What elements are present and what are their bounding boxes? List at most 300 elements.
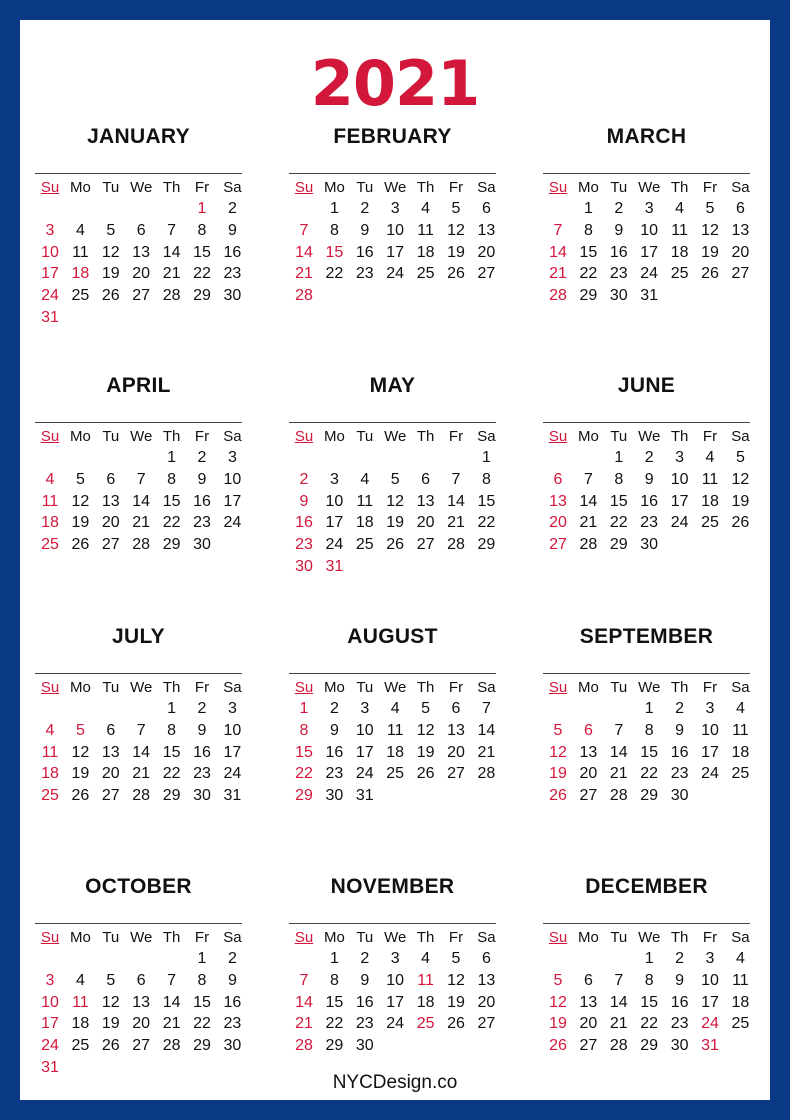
weekday-header: Tu xyxy=(102,929,120,946)
day-cell: 8 xyxy=(644,971,654,989)
day-cell: 28 xyxy=(295,1037,313,1055)
day-cell: 10 xyxy=(386,971,405,989)
day-cell: 26 xyxy=(71,787,90,805)
weekday-header: We xyxy=(130,179,153,196)
day-cell: 30 xyxy=(640,536,659,554)
day-cell: 27 xyxy=(416,536,435,554)
day-cell: 16 xyxy=(295,514,313,532)
day-cell: 11 xyxy=(41,492,59,510)
day-cell: 12 xyxy=(549,993,567,1011)
day-cell: 31 xyxy=(701,1037,719,1055)
day-cell: 2 xyxy=(329,700,339,717)
weekday-header: Mo xyxy=(69,428,91,445)
month-name: JUNE xyxy=(617,374,676,397)
day-cell: 1 xyxy=(167,700,177,717)
day-cell: 8 xyxy=(167,721,177,739)
day-cell: 6 xyxy=(481,200,491,217)
day-cell: 24 xyxy=(670,514,689,532)
weekday-header: We xyxy=(384,428,407,445)
day-cell: 13 xyxy=(477,971,496,989)
day-cell: 5 xyxy=(75,721,85,739)
month-divider xyxy=(289,923,496,924)
weekday-header: Su xyxy=(548,428,568,445)
day-cell: 13 xyxy=(101,492,120,510)
day-cell: 5 xyxy=(705,200,715,217)
month-divider xyxy=(35,422,242,423)
day-cell: 30 xyxy=(325,787,344,805)
day-cell: 27 xyxy=(477,265,496,283)
day-cell: 11 xyxy=(386,721,404,739)
weekday-header: Sa xyxy=(731,179,750,196)
day-cell: 2 xyxy=(197,449,207,466)
day-cell: 30 xyxy=(223,287,242,305)
day-cell: 2 xyxy=(299,470,309,488)
day-cell: 2 xyxy=(227,200,237,217)
day-cell: 12 xyxy=(447,971,465,989)
day-cell: 30 xyxy=(193,536,211,554)
weekday-header: Tu xyxy=(356,929,374,946)
day-cell: 4 xyxy=(735,950,745,967)
day-cell: 27 xyxy=(579,1037,598,1055)
day-cell: 24 xyxy=(41,1037,59,1055)
day-cell: 29 xyxy=(609,536,628,554)
day-cell: 22 xyxy=(162,765,181,783)
day-cell: 7 xyxy=(167,221,177,239)
day-cell: 17 xyxy=(640,243,659,261)
day-cell: 9 xyxy=(675,971,685,989)
day-cell: 27 xyxy=(549,536,567,554)
day-cell: 22 xyxy=(162,514,181,532)
day-cell: 7 xyxy=(299,971,309,989)
weekday-header: Sa xyxy=(223,428,242,445)
day-cell: 23 xyxy=(223,265,242,283)
day-cell: 6 xyxy=(583,971,593,989)
day-cell: 11 xyxy=(701,470,719,488)
day-cell: 4 xyxy=(360,470,370,488)
day-cell: 20 xyxy=(447,743,465,761)
day-cell: 31 xyxy=(355,787,374,805)
day-cell: 13 xyxy=(132,243,151,261)
day-cell: 1 xyxy=(197,200,207,217)
day-cell: 31 xyxy=(223,787,242,805)
weekday-header: Th xyxy=(670,428,689,445)
weekday-header: Su xyxy=(40,179,60,196)
day-cell: 21 xyxy=(477,743,496,761)
day-cell: 12 xyxy=(101,993,120,1011)
weekday-header: Sa xyxy=(731,679,750,696)
weekday-header: Th xyxy=(670,679,689,696)
day-cell: 24 xyxy=(325,536,344,554)
weekday-header: Su xyxy=(548,929,568,946)
day-cell: 16 xyxy=(193,743,211,761)
weekday-header: Mo xyxy=(323,179,345,196)
weekday-header: Sa xyxy=(223,179,242,196)
day-cell: 8 xyxy=(197,971,207,989)
day-cell: 15 xyxy=(162,492,181,510)
day-cell: 14 xyxy=(162,243,181,261)
day-cell: 9 xyxy=(227,221,237,239)
day-cell: 18 xyxy=(355,514,374,532)
day-cell: 27 xyxy=(447,765,465,783)
month-april xyxy=(35,374,242,589)
day-cell: 13 xyxy=(477,221,496,239)
day-cell: 8 xyxy=(299,721,309,739)
weekday-header: Mo xyxy=(323,428,345,445)
day-cell: 3 xyxy=(227,700,237,717)
day-cell: 21 xyxy=(609,765,628,783)
day-cell: 28 xyxy=(609,787,628,805)
day-cell: 15 xyxy=(477,492,496,510)
day-cell: 21 xyxy=(447,514,465,532)
month-divider xyxy=(543,422,750,423)
weekday-header: Mo xyxy=(69,679,91,696)
day-cell: 14 xyxy=(609,743,628,761)
month-february xyxy=(289,125,496,340)
day-cell: 2 xyxy=(644,449,654,466)
weekday-header: Sa xyxy=(477,428,496,445)
day-cell: 30 xyxy=(355,1037,374,1055)
day-cell: 9 xyxy=(644,470,654,488)
weekday-header: Tu xyxy=(356,679,374,696)
day-cell: 29 xyxy=(640,787,659,805)
day-cell: 1 xyxy=(329,200,339,217)
day-cell: 9 xyxy=(329,721,339,739)
day-cell: 20 xyxy=(416,514,435,532)
day-cell: 24 xyxy=(41,287,59,305)
year-title: 2021 xyxy=(310,47,480,120)
day-cell: 9 xyxy=(675,721,685,739)
day-cell: 30 xyxy=(223,1037,242,1055)
day-cell: 22 xyxy=(325,1015,344,1033)
day-cell: 14 xyxy=(132,492,151,510)
day-cell: 28 xyxy=(132,787,151,805)
day-cell: 8 xyxy=(583,221,593,239)
day-cell: 23 xyxy=(670,1015,689,1033)
day-cell: 17 xyxy=(701,993,719,1011)
month-name: NOVEMBER xyxy=(330,875,455,898)
day-cell: 10 xyxy=(325,492,344,510)
day-cell: 23 xyxy=(609,265,628,283)
day-cell: 29 xyxy=(193,287,211,305)
day-cell: 21 xyxy=(579,514,598,532)
day-cell: 22 xyxy=(295,765,313,783)
day-cell: 9 xyxy=(227,971,237,989)
weekday-header: Fr xyxy=(448,428,464,445)
month-name: APRIL xyxy=(106,374,171,397)
day-cell: 1 xyxy=(197,950,207,967)
day-cell: 2 xyxy=(227,950,237,967)
day-cell: 9 xyxy=(197,721,207,739)
day-cell: 17 xyxy=(223,492,242,510)
day-cell: 29 xyxy=(193,1037,211,1055)
day-cell: 15 xyxy=(193,243,211,261)
day-cell: 1 xyxy=(481,449,491,466)
weekday-header: Su xyxy=(294,428,314,445)
weekday-header: Fr xyxy=(448,679,464,696)
day-cell: 5 xyxy=(421,700,431,717)
day-cell: 6 xyxy=(106,721,116,739)
weekday-header: Th xyxy=(162,179,181,196)
day-cell: 26 xyxy=(549,787,567,805)
day-cell: 17 xyxy=(41,1015,59,1033)
day-cell: 24 xyxy=(223,765,242,783)
weekday-header: Fr xyxy=(702,428,718,445)
day-cell: 7 xyxy=(614,971,624,989)
day-cell: 27 xyxy=(731,265,750,283)
day-cell: 29 xyxy=(325,1037,344,1055)
day-cell: 17 xyxy=(325,514,344,532)
day-cell: 6 xyxy=(136,971,146,989)
day-cell: 15 xyxy=(193,993,211,1011)
day-cell: 6 xyxy=(421,470,431,488)
day-cell: 7 xyxy=(481,700,491,717)
day-cell: 16 xyxy=(640,492,659,510)
day-cell: 1 xyxy=(644,950,654,967)
day-cell: 18 xyxy=(71,265,90,283)
day-cell: 16 xyxy=(355,243,374,261)
day-cell: 13 xyxy=(579,743,598,761)
weekday-header: We xyxy=(130,428,153,445)
day-cell: 17 xyxy=(701,743,719,761)
day-cell: 26 xyxy=(386,536,405,554)
day-cell: 22 xyxy=(193,1015,211,1033)
weekday-header: Su xyxy=(40,679,60,696)
day-cell: 10 xyxy=(223,470,242,488)
day-cell: 26 xyxy=(447,265,465,283)
day-cell: 2 xyxy=(675,700,685,717)
weekday-header: Fr xyxy=(702,679,718,696)
day-cell: 27 xyxy=(132,1037,151,1055)
day-cell: 18 xyxy=(41,514,59,532)
day-cell: 20 xyxy=(549,514,567,532)
day-cell: 24 xyxy=(386,1015,405,1033)
day-cell: 20 xyxy=(477,243,496,261)
day-cell: 27 xyxy=(101,536,120,554)
day-cell: 26 xyxy=(416,765,435,783)
day-cell: 1 xyxy=(644,700,654,717)
day-cell: 5 xyxy=(106,971,116,989)
day-cell: 1 xyxy=(329,950,339,967)
day-cell: 19 xyxy=(71,765,90,783)
weekday-header: Tu xyxy=(610,179,628,196)
day-cell: 7 xyxy=(553,221,563,239)
day-cell: 26 xyxy=(549,1037,567,1055)
weekday-header: Th xyxy=(416,679,435,696)
day-cell: 20 xyxy=(477,993,496,1011)
day-cell: 7 xyxy=(614,721,624,739)
day-cell: 22 xyxy=(477,514,496,532)
day-cell: 17 xyxy=(386,243,405,261)
day-cell: 10 xyxy=(386,221,405,239)
day-cell: 30 xyxy=(670,1037,689,1055)
weekday-header: Sa xyxy=(477,929,496,946)
day-cell: 28 xyxy=(447,536,465,554)
day-cell: 15 xyxy=(162,743,181,761)
weekday-header: We xyxy=(130,679,153,696)
weekday-header: Sa xyxy=(477,179,496,196)
day-cell: 28 xyxy=(295,287,313,305)
day-cell: 19 xyxy=(447,993,465,1011)
day-cell: 28 xyxy=(579,536,598,554)
month-name: FEBRUARY xyxy=(333,125,452,148)
day-cell: 25 xyxy=(41,536,59,554)
day-cell: 16 xyxy=(193,492,211,510)
day-cell: 11 xyxy=(72,243,89,261)
weekday-header: Fr xyxy=(702,929,718,946)
day-cell: 17 xyxy=(223,743,242,761)
weekday-header: Mo xyxy=(577,929,599,946)
day-cell: 5 xyxy=(390,470,400,488)
month-july xyxy=(35,625,242,840)
day-cell: 3 xyxy=(45,971,55,989)
day-cell: 29 xyxy=(295,787,313,805)
day-cell: 19 xyxy=(386,514,405,532)
day-cell: 6 xyxy=(583,721,593,739)
day-cell: 13 xyxy=(447,721,465,739)
day-cell: 12 xyxy=(701,221,719,239)
day-cell: 16 xyxy=(670,993,689,1011)
day-cell: 25 xyxy=(386,765,405,783)
day-cell: 7 xyxy=(299,221,309,239)
day-cell: 16 xyxy=(609,243,628,261)
day-cell: 8 xyxy=(614,470,624,488)
day-cell: 4 xyxy=(421,200,431,217)
weekday-header: Su xyxy=(40,929,60,946)
day-cell: 19 xyxy=(447,243,465,261)
day-cell: 18 xyxy=(731,993,750,1011)
day-cell: 6 xyxy=(553,470,563,488)
day-cell: 16 xyxy=(355,993,374,1011)
day-cell: 16 xyxy=(325,743,344,761)
month-name: OCTOBER xyxy=(85,875,192,898)
day-cell: 4 xyxy=(735,700,745,717)
day-cell: 23 xyxy=(193,765,211,783)
day-cell: 5 xyxy=(451,950,461,967)
month-divider xyxy=(543,673,750,674)
day-cell: 5 xyxy=(106,221,116,239)
day-cell: 24 xyxy=(386,265,405,283)
day-cell: 29 xyxy=(477,536,496,554)
day-cell: 7 xyxy=(167,971,177,989)
day-cell: 16 xyxy=(223,993,242,1011)
day-cell: 23 xyxy=(193,514,211,532)
day-cell: 10 xyxy=(670,470,689,488)
month-december xyxy=(543,875,750,1090)
day-cell: 22 xyxy=(609,514,628,532)
day-cell: 8 xyxy=(329,971,339,989)
day-cell: 9 xyxy=(197,470,207,488)
day-cell: 19 xyxy=(549,765,567,783)
day-cell: 21 xyxy=(162,1015,181,1033)
day-cell: 23 xyxy=(640,514,659,532)
day-cell: 24 xyxy=(701,765,719,783)
weekday-header: Sa xyxy=(223,679,242,696)
day-cell: 3 xyxy=(644,200,654,217)
day-cell: 25 xyxy=(670,265,689,283)
day-cell: 20 xyxy=(579,765,598,783)
day-cell: 2 xyxy=(675,950,685,967)
day-cell: 18 xyxy=(71,1015,90,1033)
day-cell: 27 xyxy=(579,787,598,805)
day-cell: 15 xyxy=(640,993,659,1011)
month-may xyxy=(289,374,496,589)
day-cell: 15 xyxy=(295,743,313,761)
day-cell: 11 xyxy=(671,221,688,239)
day-cell: 21 xyxy=(295,1015,313,1033)
day-cell: 18 xyxy=(731,743,750,761)
day-cell: 13 xyxy=(579,993,598,1011)
weekday-header: Su xyxy=(294,179,314,196)
month-january xyxy=(35,125,242,340)
day-cell: 30 xyxy=(193,787,211,805)
day-cell: 4 xyxy=(421,950,431,967)
month-march xyxy=(543,125,750,340)
day-cell: 8 xyxy=(644,721,654,739)
weekday-header: Fr xyxy=(702,179,718,196)
day-cell: 28 xyxy=(549,287,567,305)
day-cell: 29 xyxy=(640,1037,659,1055)
day-cell: 19 xyxy=(101,1015,120,1033)
month-name: JANUARY xyxy=(87,125,190,148)
day-cell: 4 xyxy=(75,971,85,989)
day-cell: 3 xyxy=(705,950,715,967)
day-cell: 23 xyxy=(223,1015,242,1033)
day-cell: 13 xyxy=(416,492,435,510)
day-cell: 14 xyxy=(295,243,313,261)
weekday-header: Mo xyxy=(577,428,599,445)
day-cell: 15 xyxy=(579,243,598,261)
day-cell: 12 xyxy=(71,492,90,510)
day-cell: 6 xyxy=(451,700,461,717)
day-cell: 15 xyxy=(609,492,628,510)
day-cell: 22 xyxy=(193,265,211,283)
day-cell: 11 xyxy=(732,721,749,739)
weekday-header: Th xyxy=(416,179,435,196)
day-cell: 11 xyxy=(417,971,434,989)
day-cell: 14 xyxy=(132,743,151,761)
weekday-header: We xyxy=(638,428,661,445)
day-cell: 29 xyxy=(162,536,181,554)
day-cell: 10 xyxy=(41,243,59,261)
day-cell: 10 xyxy=(640,221,659,239)
day-cell: 28 xyxy=(162,1037,181,1055)
day-cell: 19 xyxy=(416,743,435,761)
weekday-header: Th xyxy=(162,428,181,445)
day-cell: 16 xyxy=(670,743,689,761)
day-cell: 10 xyxy=(701,971,719,989)
day-cell: 4 xyxy=(705,449,715,466)
weekday-header: Tu xyxy=(356,179,374,196)
day-cell: 25 xyxy=(731,1015,750,1033)
month-october xyxy=(35,875,242,1090)
day-cell: 20 xyxy=(132,1015,151,1033)
day-cell: 11 xyxy=(417,221,434,239)
day-cell: 6 xyxy=(106,470,116,488)
day-cell: 28 xyxy=(132,536,151,554)
day-cell: 31 xyxy=(640,287,659,305)
day-cell: 21 xyxy=(132,765,151,783)
day-cell: 3 xyxy=(329,470,339,488)
day-cell: 21 xyxy=(549,265,567,283)
calendar-sheet xyxy=(20,20,770,1100)
day-cell: 22 xyxy=(640,765,659,783)
day-cell: 8 xyxy=(329,221,339,239)
day-cell: 29 xyxy=(579,287,598,305)
day-cell: 12 xyxy=(447,221,465,239)
day-cell: 26 xyxy=(101,1037,120,1055)
month-name: SEPTEMBER xyxy=(579,625,714,648)
day-cell: 17 xyxy=(41,265,59,283)
